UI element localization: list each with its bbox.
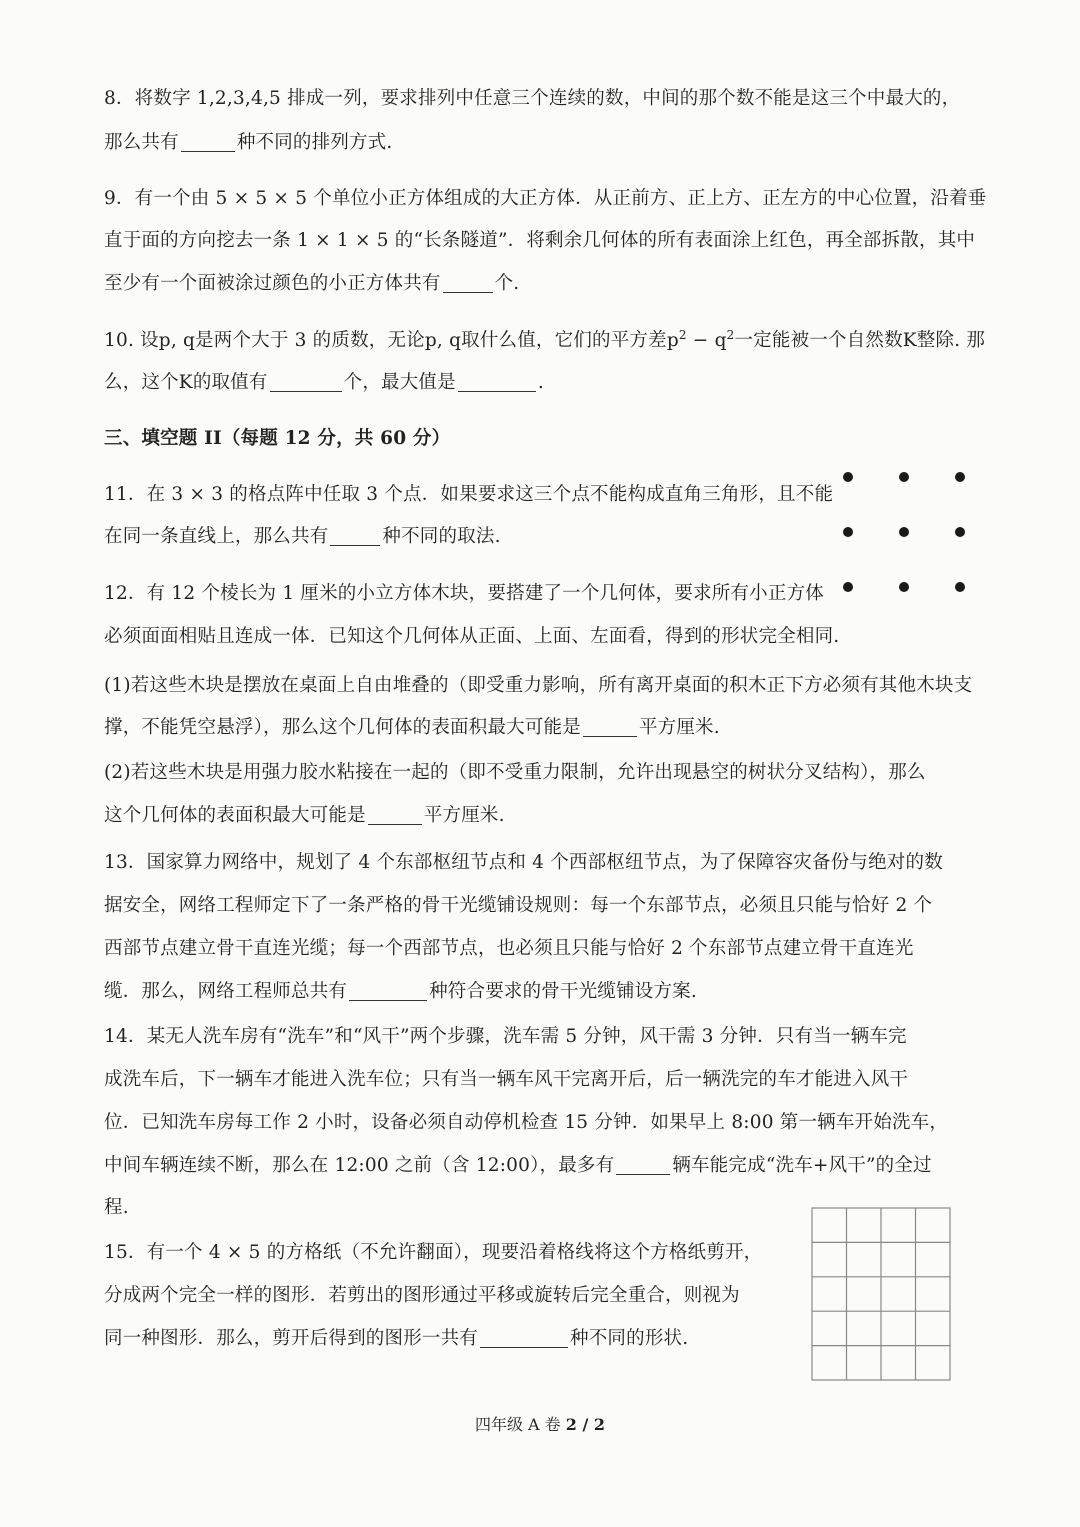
q11-line1: 11．在 3 × 3 的格点阵中任取 3 个点．如果要求这三个点不能构成直角三角形，且不能: [104, 484, 834, 505]
q8-line1: 8．将数字 1,2,3,4,5 排成一列，要求排列中任意三个连续的数，中间的那个数不能是这三个中最大的，: [104, 88, 961, 109]
answer-blank[interactable]: [270, 371, 342, 392]
answer-blank[interactable]: [181, 131, 235, 152]
q15-line1: 15．有一个 4 × 5 的方格纸（不允许翻面），现要沿着格线将这个方格纸剪开，: [104, 1242, 763, 1263]
answer-blank[interactable]: [330, 525, 380, 546]
q11-line2: 在同一条直线上，那么共有 种不同的取法.: [104, 526, 501, 547]
lattice-dot: [955, 527, 965, 537]
lattice-dot: [843, 527, 853, 537]
lattice-dot: [843, 582, 853, 592]
answer-blank[interactable]: [368, 804, 422, 825]
page-footer: [0, 1412, 1080, 1435]
q14-line5: 程.: [104, 1197, 129, 1218]
lattice-dot: [899, 527, 909, 537]
section-heading: 三、填空题 II（每题 12 分，共 60 分）: [104, 428, 451, 449]
grid-4x5: [811, 1207, 953, 1383]
q14-line1: 14．某无人洗车房有“洗车”和“风干”两个步骤，洗车需 5 分钟，风干需 3 分钟．只有当一辆车完: [104, 1026, 907, 1047]
answer-blank[interactable]: [583, 716, 637, 737]
answer-blank[interactable]: [480, 1327, 568, 1348]
q8-line2: 那么共有 种不同的排列方式.: [104, 132, 393, 153]
q9-line2: 直于面的方向挖去一条 1 × 1 × 5 的“长条隧道”．将剩余几何体的所有表面涂上红色，再全部拆散，其中: [104, 230, 976, 251]
q13-line2: 据安全，网络工程师定下了一条严格的骨干光缆铺设规则：每一个东部节点，必须且只能与恰好 2 个: [104, 895, 933, 916]
q15-line2: 分成两个完全一样的图形．若剪出的图形通过平移或旋转后完全重合，则视为: [104, 1285, 740, 1306]
q10-line1: 10. 设p, q是两个大于 3 的质数，无论p, q取什么值，它们的平方差$p^2 - q^2$一定能被一个自然数K整除. 那: [104, 328, 986, 351]
page-number: 2 / 2: [565, 1415, 606, 1434]
answer-blank[interactable]: [458, 371, 536, 392]
q9-line3: 至少有一个面被涂过颜色的小正方体共有 个.: [104, 273, 520, 294]
q10-line2: 么，这个K的取值有 个，最大值是 .: [104, 372, 544, 393]
q12-part2-line1: (2)若这些木块是用强力胶水粘接在一起的（即不受重力限制，允许出现悬空的树状分叉结构），那么: [104, 762, 926, 783]
lattice-dot: [899, 472, 909, 482]
q14-line4: 中间车辆连续不断，那么在 12:00 之前（含 12:00），最多有 辆车能完成“洗车+风干”的全过: [104, 1155, 932, 1176]
footer-label: 四年级 A 卷: [474, 1415, 561, 1434]
lattice-dot: [843, 472, 853, 482]
q12-line1: 12．有 12 个棱长为 1 厘米的小立方体木块，要搭建了一个几何体，要求所有小正方体: [104, 583, 824, 604]
q12-line2: 必须面面相贴且连成一体．已知这个几何体从正面、上面、左面看，得到的形状完全相同.: [104, 626, 840, 647]
lattice-dot: [899, 582, 909, 592]
q14-line2: 成洗车后，下一辆车才能进入洗车位；只有当一辆车风干完离开后，后一辆洗完的车才能进入风干: [104, 1069, 909, 1090]
q14-line3: 位．已知洗车房每工作 2 小时，设备必须自动停机检查 15 分钟．如果早上 8:00 第一辆车开始洗车，: [104, 1112, 949, 1133]
q12-part1-line1: (1)若这些木块是摆放在桌面上自由堆叠的（即受重力影响，所有离开桌面的积木正下方必须有其他木块支: [104, 675, 973, 696]
answer-blank[interactable]: [616, 1154, 670, 1175]
q13-line1: 13．国家算力网络中，规划了 4 个东部枢纽节点和 4 个西部枢纽节点，为了保障容灾备份与绝对的数: [104, 852, 943, 873]
answer-blank[interactable]: [443, 272, 493, 293]
q13-line4: 缆．那么，网络工程师总共有 种符合要求的骨干光缆铺设方案.: [104, 981, 697, 1002]
q9-line1: 9．有一个由 5 × 5 × 5 个单位小正方体组成的大正方体．从正前方、正上方、正左方的中心位置，沿着垂: [104, 188, 987, 209]
lattice-dot: [955, 472, 965, 482]
q13-line3: 西部节点建立骨干直连光缆；每一个西部节点，也必须且只能与恰好 2 个东部节点建立骨干直连光: [104, 938, 914, 959]
q12-part1-line2: 撑，不能凭空悬浮），那么这个几何体的表面积最大可能是 平方厘米.: [104, 717, 720, 738]
answer-blank[interactable]: [349, 980, 427, 1001]
q12-part2-line2: 这个几何体的表面积最大可能是 平方厘米.: [104, 805, 505, 826]
q15-line3: 同一种图形．那么，剪开后得到的图形一共有 种不同的形状.: [104, 1328, 689, 1349]
lattice-dot: [955, 582, 965, 592]
